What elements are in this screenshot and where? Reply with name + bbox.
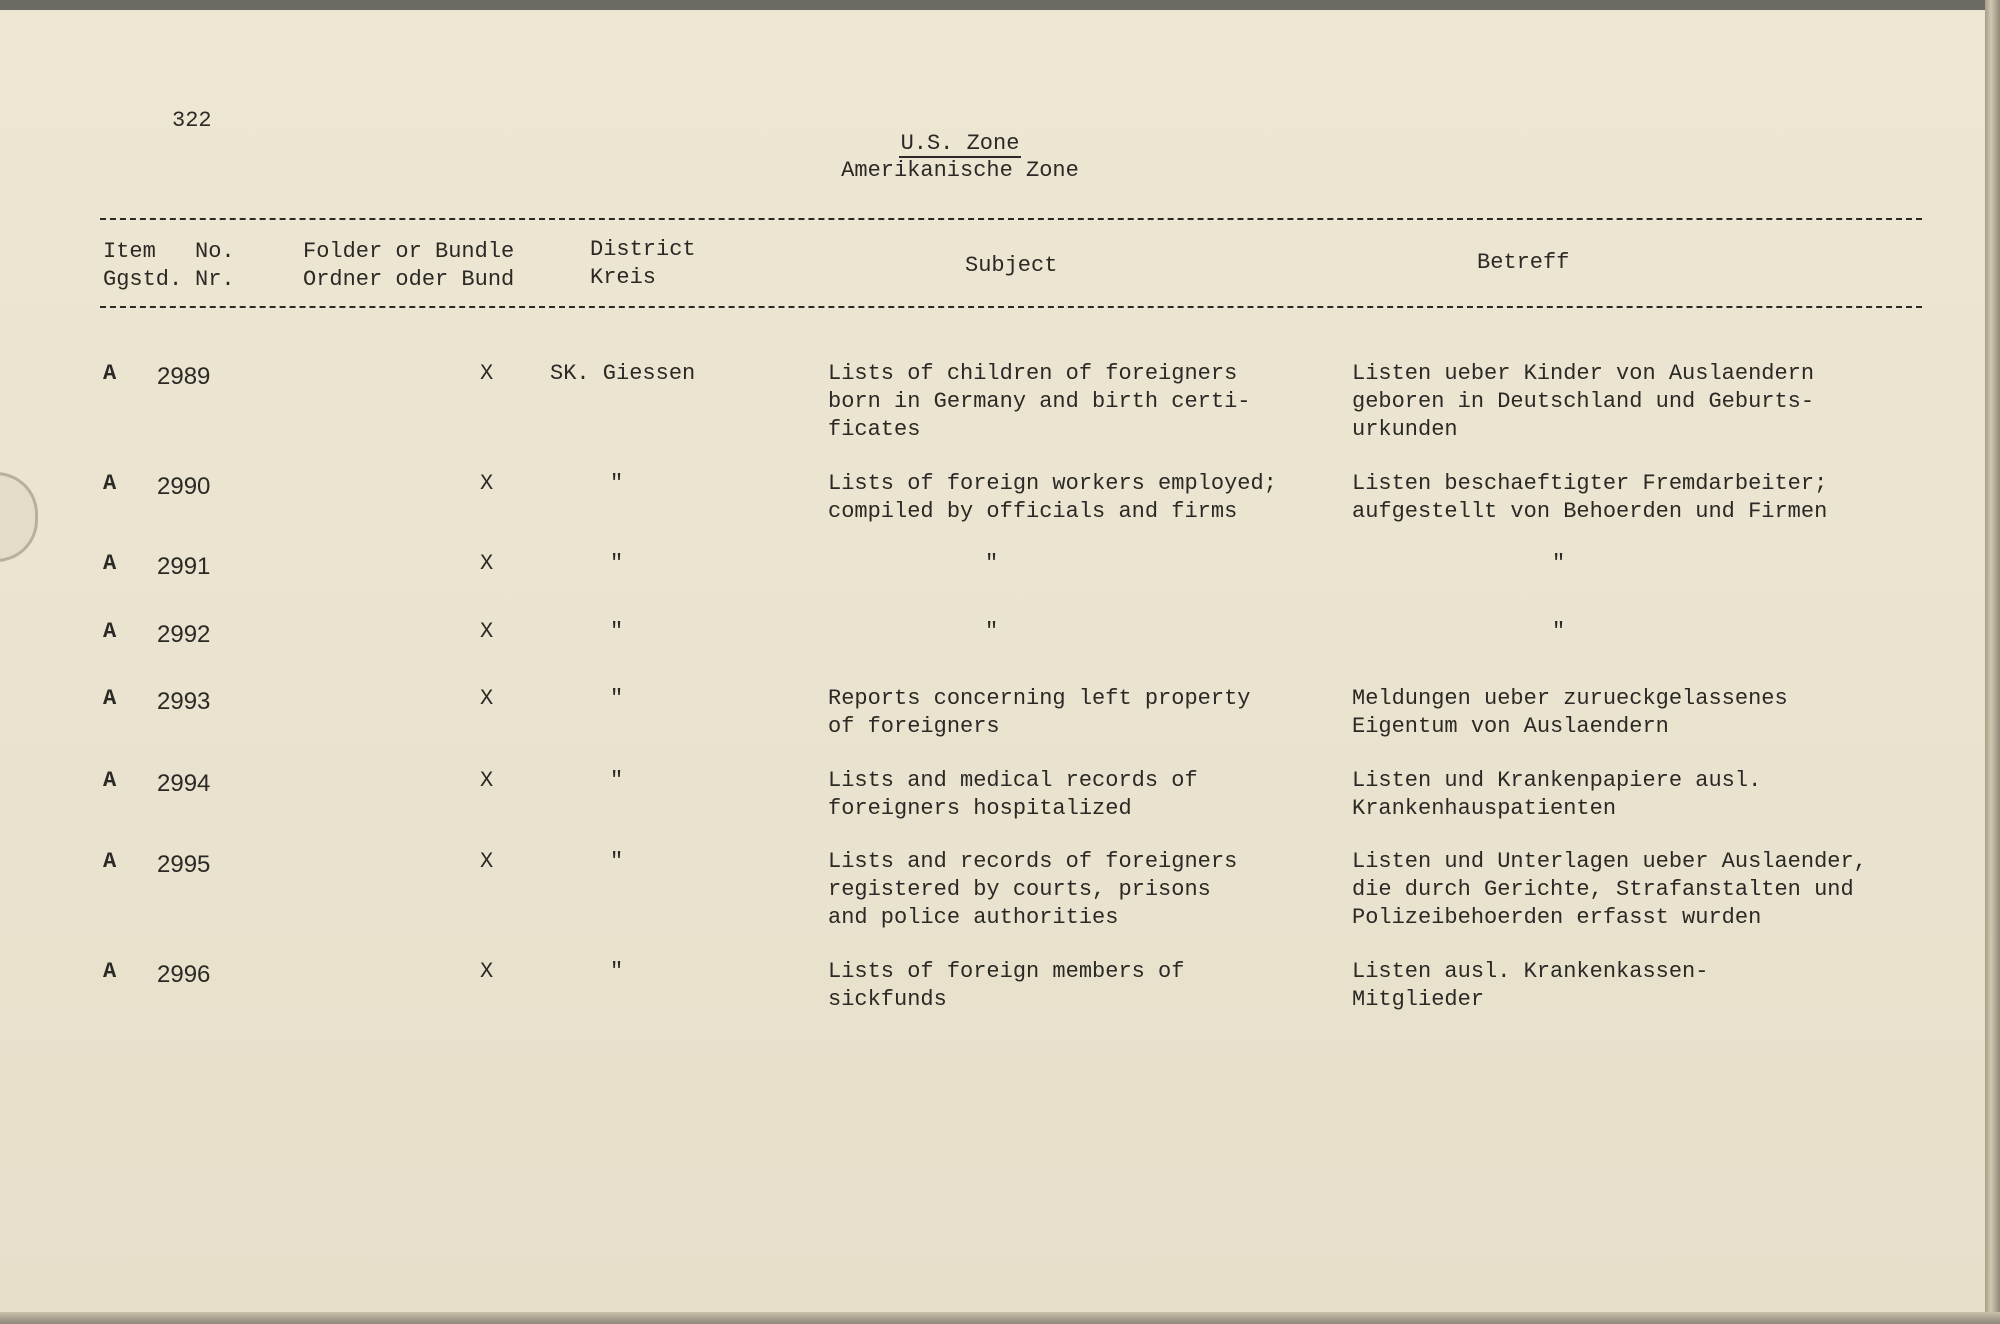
header-top-rule — [100, 218, 1922, 220]
row-district: " — [610, 768, 624, 793]
table-row — [0, 767, 1985, 827]
page-bottom-edge — [0, 1312, 2000, 1324]
row-folder: X — [480, 686, 494, 711]
page-number: 322 — [172, 108, 212, 133]
row-district: " — [610, 551, 624, 576]
document-page — [0, 10, 1985, 1314]
table-row — [0, 470, 1985, 530]
page-title — [0, 131, 1920, 156]
row-betreff: Listen und Unterlagen ueber Auslaender, die durch Gerichte, Strafanstalten und Polizeibehoerden erfasst wurden — [1352, 849, 1867, 930]
row-subject: Lists of foreign workers employed; compiled by officials and firms — [828, 471, 1277, 524]
row-betreff: Listen ueber Kinder von Auslaendern geboren in Deutschland und Geburts- urkunden — [1352, 361, 1815, 442]
row-item: A — [103, 849, 117, 874]
row-item: A — [103, 768, 117, 793]
page-right-edge — [1985, 0, 2000, 1324]
row-subject: Lists of children of foreigners born in Germany and birth certi- ficates — [828, 361, 1251, 442]
header-bottom-rule — [100, 306, 1922, 308]
row-number: 2992 — [157, 621, 211, 648]
row-number: 2989 — [157, 363, 211, 390]
row-district: " — [610, 686, 624, 711]
row-number: 2995 — [157, 851, 211, 878]
binder-top-edge — [0, 0, 2000, 10]
row-folder: X — [480, 361, 494, 386]
row-folder: X — [480, 849, 494, 874]
row-betreff: " — [1552, 619, 1566, 644]
header-no: No. Nr. — [195, 239, 235, 292]
row-subject: Reports concerning left property of foreigners — [828, 686, 1251, 739]
header-district: District Kreis — [590, 237, 696, 290]
row-folder: X — [480, 551, 494, 576]
row-subject: " — [985, 619, 999, 644]
row-number: 2990 — [157, 473, 211, 500]
row-item: A — [103, 959, 117, 984]
row-district: SK. Giessen — [550, 361, 696, 386]
header-subject: Subject — [965, 253, 1058, 278]
row-district: " — [610, 849, 624, 874]
table-row — [0, 848, 1985, 930]
table-row — [0, 958, 1985, 1018]
table-row — [0, 550, 1985, 610]
page-subtitle: Amerikanische Zone — [841, 158, 1079, 183]
row-subject: Lists and records of foreigners registered by courts, prisons and police authorities — [828, 849, 1238, 930]
row-betreff: Meldungen ueber zurueckgelassenes Eigentum von Auslaendern — [1352, 686, 1788, 739]
header-betreff: Betreff — [1477, 250, 1570, 275]
row-number: 2996 — [157, 961, 211, 988]
row-item: A — [103, 619, 117, 644]
row-item: A — [103, 551, 117, 576]
header-item: Item Ggstd. — [103, 239, 183, 292]
row-folder: X — [480, 959, 494, 984]
row-subject: " — [985, 551, 999, 576]
table-row — [0, 618, 1985, 678]
table-row — [0, 685, 1985, 745]
row-folder: X — [480, 471, 494, 496]
row-item: A — [103, 361, 117, 386]
row-subject: Lists of foreign members of sickfunds — [828, 959, 1185, 1012]
header-folder: Folder or Bundle Ordner oder Bund — [303, 239, 515, 292]
row-folder: X — [480, 768, 494, 793]
page-title-text: U.S. Zone — [900, 131, 1020, 156]
table-row — [0, 360, 1985, 442]
row-district: " — [610, 959, 624, 984]
row-folder: X — [480, 619, 494, 644]
row-betreff: Listen beschaeftigter Fremdarbeiter; aufgestellt von Behoerden und Firmen — [1352, 471, 1828, 524]
row-district: " — [610, 619, 624, 644]
row-betreff: Listen ausl. Krankenkassen- Mitglieder — [1352, 959, 1709, 1012]
row-number: 2991 — [157, 553, 211, 580]
row-betreff: Listen und Krankenpapiere ausl. Krankenhauspatienten — [1352, 768, 1762, 821]
row-item: A — [103, 471, 117, 496]
row-number: 2994 — [157, 770, 211, 797]
row-subject: Lists and medical records of foreigners hospitalized — [828, 768, 1198, 821]
row-betreff: " — [1552, 551, 1566, 576]
row-number: 2993 — [157, 688, 211, 715]
row-district: " — [610, 471, 624, 496]
row-item: A — [103, 686, 117, 711]
